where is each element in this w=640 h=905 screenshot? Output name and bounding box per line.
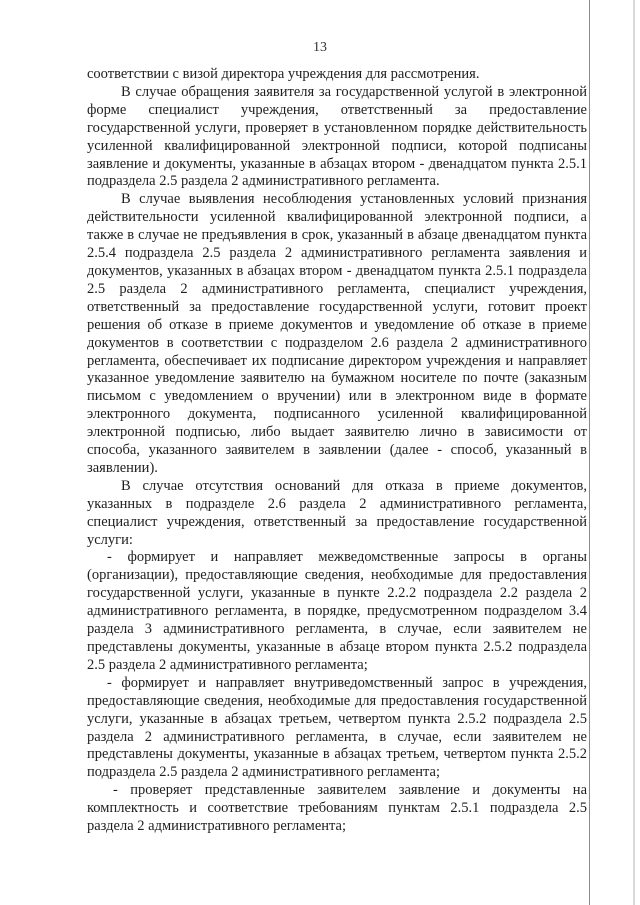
document-body: [87, 66, 587, 836]
list-item-interagency-requests: - формирует и направляет межведомственные запросы в органы (организации), предоставляющие сведения, необходимые для предоставления государственной услуги, указанные в пункте 2.2.2 подраздела 2.2 раздела 2 административного регламента, в порядке, предусмотренном подразделом 3.4 раздела 3 административного регламента, в случае, если заявителем не представлены документы, указанные в абзаце втором пункта 2.5.2 подраздела 2.5 раздела 2 административного регламента;: [87, 549, 587, 673]
paragraph-no-grounds-for-refusal: В случае отсутствия оснований для отказа в приеме документов, указанных в подразделе 2.6 раздела 2 административного регламента, специалист учреждения, ответственный за предоставление государственной услуги:: [87, 477, 587, 548]
paragraph-signature-violation: В случае выявления несоблюдения установленных условий признания действительности усиленной квалифицированной электронной подписи, а также в случае не предъявления в срок, указанный в абзаце двенадцатом пункта 2.5.4 подраздела 2.5 раздела 2 административного регламента заявления и документов, указанных в абзацах втором - двенадцатом пункта 2.5.1 подраздела 2.5 раздела 2 административного регламента, специалист учреждения, ответственный за предоставление государственной услуги, готовит проект решения об отказе в приеме документов и уведомление об отказе в приеме документов в соответствии с подразделом 2.6 раздела 2 административного регламента, обеспечивает их подписание директором учреждения и направляет указанное уведомление заявителю на бумажном носителе по почте (заказным письмом с уведомлением о вручении) или в электронном виде в формате электронного документа, подписанного усиленной квалифицированной электронной подписью, либо выдает заявителю лично в зависимости от способа, указанного заявителем в заявлении (далее - способ, указанный в заявлении).: [87, 191, 587, 476]
list-item-intradepartmental-request: - формирует и направляет внутриведомственный запрос в учреждения, предоставляющие сведения, необходимые для предоставления государственной услуги, указанные в абзацах третьем, четвертом пункта 2.5.2 подраздела 2.5 раздела 2 административного регламента, в случае, если заявителем не представлены документы, указанные в абзацах третьем, четвертом пункта 2.5.2 подраздела 2.5 раздела 2 административного регламента;: [87, 674, 587, 781]
paragraph-continuation: соответствии с визой директора учреждения для рассмотрения.: [87, 66, 480, 82]
page-number: 13: [313, 40, 327, 55]
list-item-completeness-check: - проверяет представленные заявителем заявление и документы на комплектность и соответствие требованиям пунктам 2.5.1 подраздела 2.5 раздела 2 административного регламента;: [87, 782, 587, 835]
paragraph-electronic-request: В случае обращения заявителя за государственной услугой в электронной форме специалист учреждения, ответственный за предоставление государственной услуги, проверяет в установленном порядке действительность усиленной квалифицированной электронной подписи, которой подписаны заявление и документы, указанные в абзацах втором - двенадцатом пункта 2.5.1 подраздела 2.5 раздела 2 административного регламента.: [87, 83, 587, 190]
scan-edge-shadow: [633, 0, 635, 905]
scan-edge-line: [589, 0, 590, 905]
